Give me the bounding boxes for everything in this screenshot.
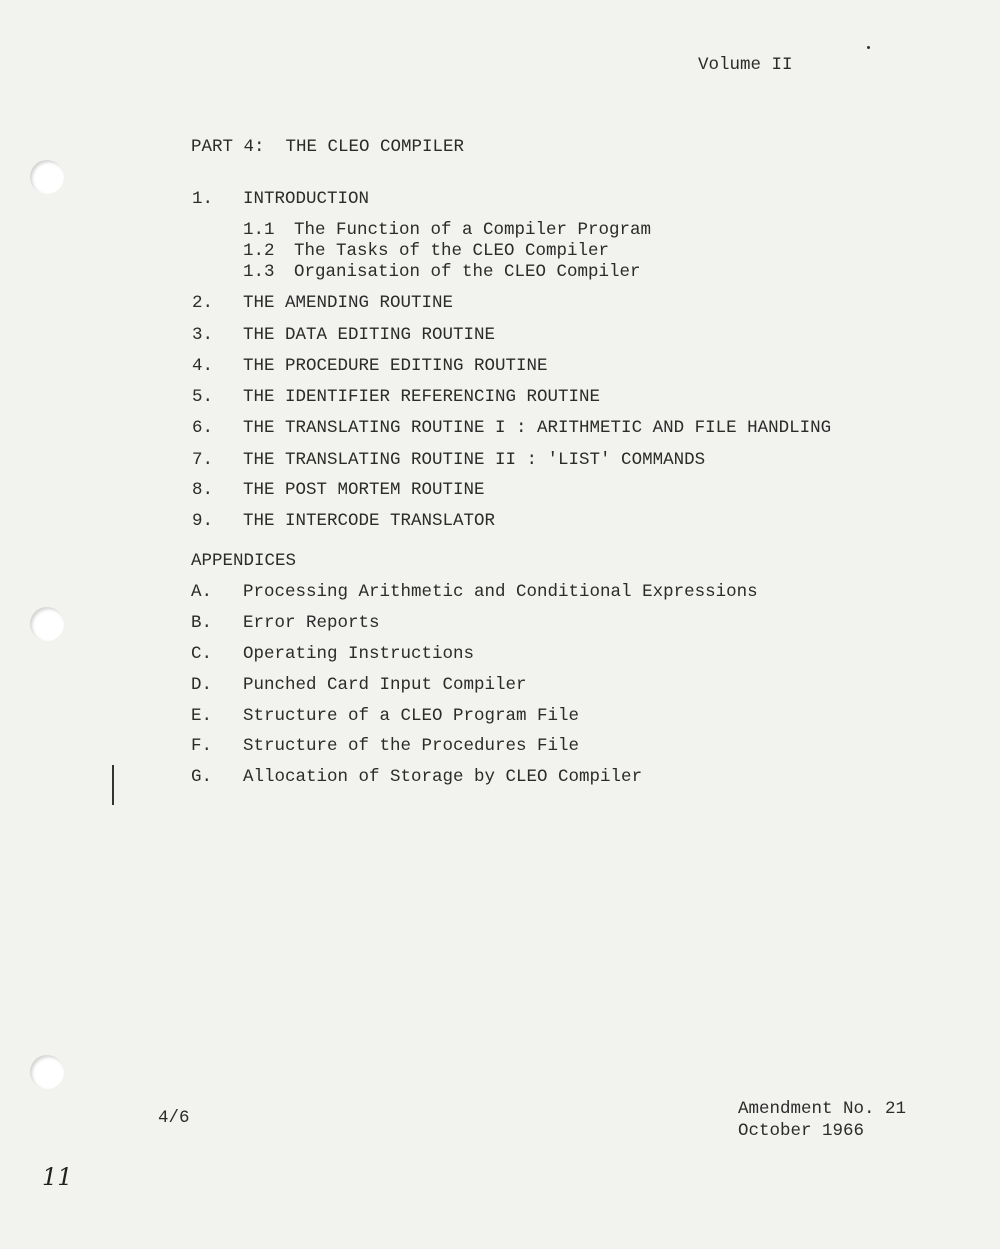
margin-bar — [112, 765, 114, 805]
amendment-number: Amendment No. 21 — [738, 1099, 907, 1119]
page-number: 4/6 — [158, 1108, 190, 1128]
punch-hole — [30, 1055, 64, 1089]
volume-label: Volume II — [698, 55, 793, 75]
handwritten-mark: 11 — [42, 1163, 73, 1191]
amendment-date: October 1966 — [738, 1121, 865, 1141]
document-page: 11 Volume II PART 4: THE CLEO COMPILER 1. INTRODUCTION 1.1 The Function of a Compiler Program 1.2 The Tasks of the CLEO Compiler 1.3 Organisation of the CLEO Compiler 2. THE AMENDING ROUTINE 3. THE DATA EDITING ROUTINE 4. THE PROCEDURE EDITING ROUTINE 5. THE IDENTIFIER REFERENCING ROUTINE 6. THE TRANSLATING ROUTINE I : ARITHMETIC AND FILE HANDLING 7. THE TRANSLATING ROUTINE II : 'LIST' COMMANDS 8. THE POST MORTEM ROUTINE 9. THE INTERCODE TRANSLATOR APPENDICES A. Processing Arithmetic and Conditional Expressions B. Error Reports C. Operating Instructions D. Punched Card Input Compiler E. Structure of a CLEO Program File F. Structure of the Procedures File G. Allocation of Storage by CLEO Compiler 4/6 Amendment No. 21 October 1966 — [0, 0, 1000, 1249]
punch-hole — [30, 607, 64, 641]
appendices-heading: APPENDICES — [191, 551, 297, 571]
part-title: PART 4: THE CLEO COMPILER — [191, 137, 465, 157]
punch-hole — [30, 160, 64, 194]
speck — [867, 46, 870, 49]
